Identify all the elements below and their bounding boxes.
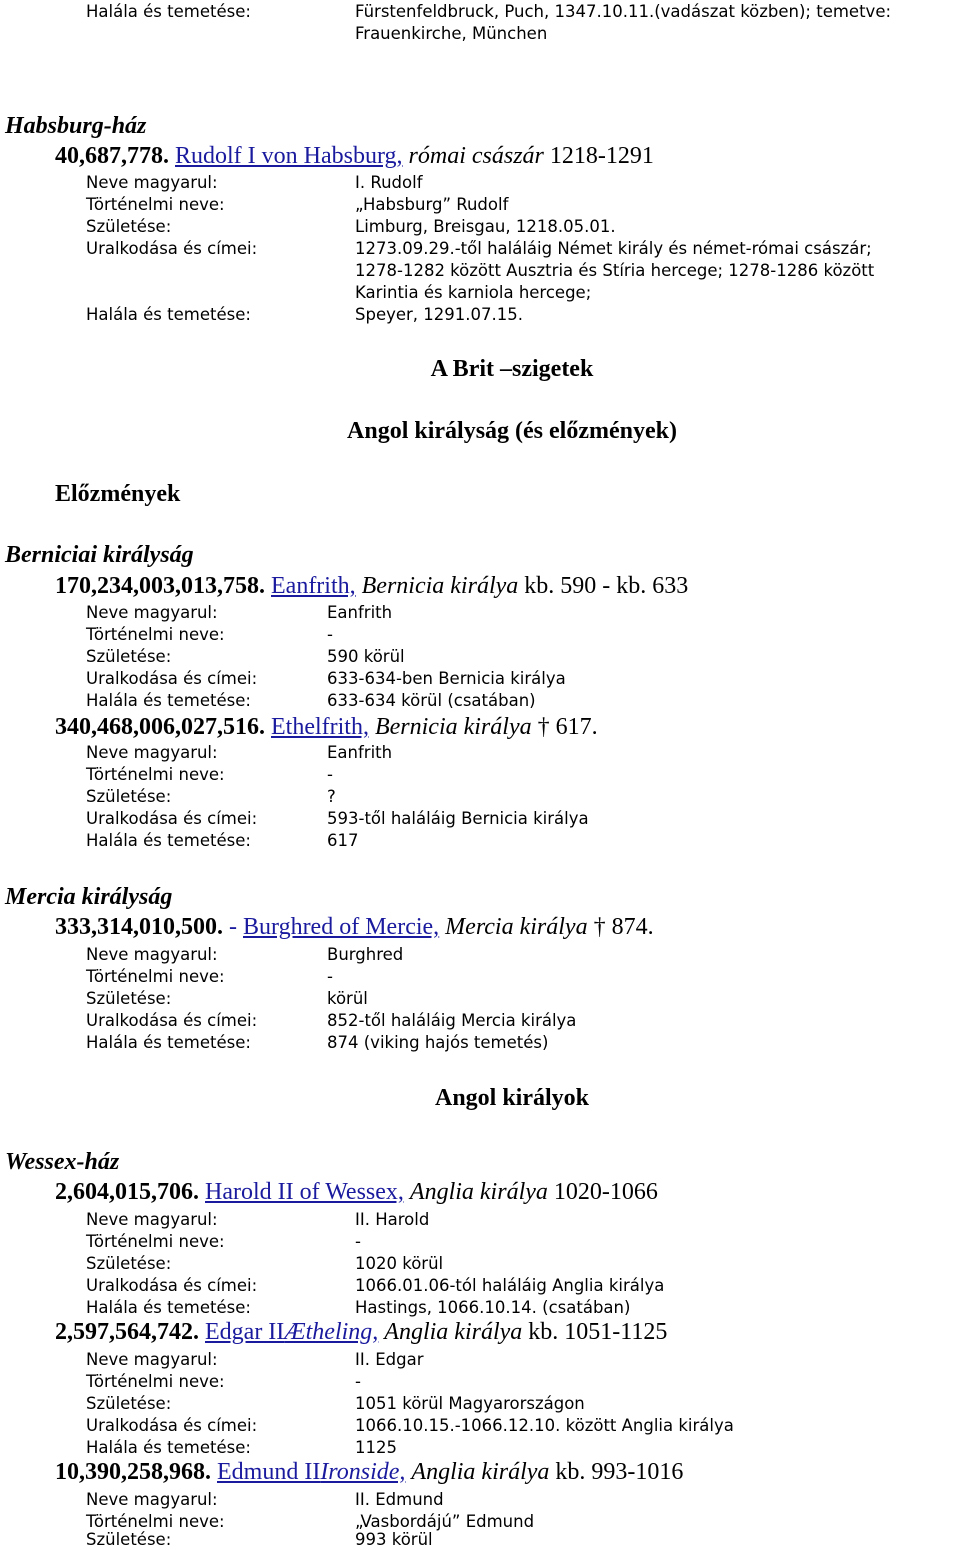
neve-value: I. Rudolf <box>355 173 423 192</box>
neve-value: II. Edgar <box>355 1350 424 1369</box>
szuletese-label: Születése: <box>86 787 172 806</box>
section-heading-brit: A Brit –szigetek <box>430 356 594 382</box>
entry-name-link[interactable]: Eanfrith, <box>271 573 356 599</box>
entry-name-link[interactable]: Edmund II <box>217 1459 321 1485</box>
halala-label: Halála és temetése: <box>86 1298 251 1317</box>
entry-rudolf <box>55 143 654 170</box>
halala-value-cont: Frauenkirche, München <box>355 24 548 43</box>
uralkodasa-value: 1066.01.06-tól haláláig Anglia királya <box>355 1276 665 1295</box>
uralkodasa-label: Uralkodása és címei: <box>86 669 258 688</box>
house-heading-habsburg: Habsburg-ház <box>5 113 147 139</box>
entry-dates: kb. 1051-1125 <box>528 1319 668 1345</box>
neve-label: Neve magyarul: <box>86 743 218 762</box>
entry-title: Anglia királya <box>411 1459 550 1485</box>
house-heading-bernicia: Berniciai királyság <box>5 542 194 568</box>
uralkodasa-value: 633-634-ben Bernicia királya <box>327 669 566 688</box>
szuletese-label: Születése: <box>86 1254 172 1273</box>
tortneve-value: „Habsburg” Rudolf <box>355 195 509 214</box>
szuletese-label: Születése: <box>86 1530 172 1549</box>
neve-label: Neve magyarul: <box>86 1490 218 1509</box>
section-heading-elozmenyek: Előzmények <box>55 481 181 507</box>
szuletese-value: Limburg, Breisgau, 1218.05.01. <box>355 217 616 236</box>
entry-name-link[interactable]: Burghred of Mercie, <box>243 914 440 940</box>
uralkodasa-value: 1066.10.15.-1066.12.10. között Anglia királya <box>355 1416 734 1435</box>
tortneve-label: Történelmi neve: <box>86 625 225 644</box>
uralkodasa-label: Uralkodása és címei: <box>86 239 258 258</box>
entry-title: Bernicia királya <box>361 573 519 599</box>
entry-name-link[interactable]: Rudolf I von Habsburg, <box>175 143 403 169</box>
entry-title: Bernicia királya <box>374 714 532 740</box>
tortneve-value: - <box>327 967 333 986</box>
entry-eanfrith <box>55 573 688 600</box>
uralkodasa-label: Uralkodása és címei: <box>86 809 258 828</box>
szuletese-value: 1051 körül Magyarországon <box>355 1394 585 1413</box>
entry-burghred <box>55 914 654 941</box>
szuletese-label: Születése: <box>86 647 172 666</box>
uralkodasa-value: 1273.09.29.-től haláláig Német király és német-római császár; <box>355 239 872 258</box>
neve-value: II. Harold <box>355 1210 430 1229</box>
tortneve-label: Történelmi neve: <box>86 1372 225 1391</box>
tortneve-label: Történelmi neve: <box>86 967 225 986</box>
entry-dates: † 874. <box>593 914 654 940</box>
tortneve-value: - <box>355 1232 361 1251</box>
entry-edgar <box>55 1319 667 1346</box>
szuletese-label: Születése: <box>86 217 172 236</box>
tortneve-label: Történelmi neve: <box>86 1512 225 1531</box>
neve-label: Neve magyarul: <box>86 945 218 964</box>
entry-number: 333,314,010,500. <box>55 914 223 940</box>
entry-number: 10,390,258,968. <box>55 1459 211 1485</box>
entry-number: 2,597,564,742. <box>55 1319 199 1345</box>
tortneve-value: „Vasbordájú” Edmund <box>355 1512 535 1531</box>
halala-label: Halála és temetése: <box>86 305 251 324</box>
entry-title: Anglia királya <box>409 1179 548 1205</box>
uralkodasa-value: 852-től haláláig Mercia királya <box>327 1011 577 1030</box>
neve-label: Neve magyarul: <box>86 173 218 192</box>
entry-title: római császár <box>408 143 544 169</box>
szuletese-value: körül <box>327 989 368 1008</box>
house-heading-mercia: Mercia királyság <box>5 884 173 910</box>
halala-label: Halála és temetése: <box>86 1033 251 1052</box>
halala-value: 874 (viking hajós temetés) <box>327 1033 549 1052</box>
entry-dates: kb. 993-1016 <box>555 1459 684 1485</box>
uralkodasa-label: Uralkodása és címei: <box>86 1011 258 1030</box>
halala-value: 633-634 körül (csatában) <box>327 691 536 710</box>
halala-value: 1125 <box>355 1438 397 1457</box>
uralkodasa-value-cont2: Karintia és karniola hercege; <box>355 283 592 302</box>
halala-value: Fürstenfeldbruck, Puch, 1347.10.11.(vadászat közben); temetve: <box>355 2 892 21</box>
entry-number: 2,604,015,706. <box>55 1179 199 1205</box>
halala-label: Halála és temetése: <box>86 691 251 710</box>
uralkodasa-label: Uralkodása és címei: <box>86 1276 258 1295</box>
szuletese-value: 1020 körül <box>355 1254 444 1273</box>
uralkodasa-value-cont: 1278-1282 között Ausztria és Stíria hercege; 1278-1286 között <box>355 261 875 280</box>
entry-name-link-cont[interactable]: Ætheling, <box>284 1319 379 1345</box>
uralkodasa-value: 593-től haláláig Bernicia királya <box>327 809 589 828</box>
entry-name-link-cont[interactable]: Ironside, <box>320 1459 406 1485</box>
section-heading-angol-kiralyok: Angol királyok <box>434 1085 590 1111</box>
entry-harold <box>55 1179 658 1206</box>
entry-ethelfrith <box>55 714 598 741</box>
entry-dates: 1218-1291 <box>549 143 654 169</box>
szuletese-value: 590 körül <box>327 647 405 666</box>
section-heading-angol: Angol királyság (és előzmények) <box>347 418 677 444</box>
szuletese-label: Születése: <box>86 989 172 1008</box>
tortneve-label: Történelmi neve: <box>86 195 225 214</box>
tortneve-label: Történelmi neve: <box>86 765 225 784</box>
tortneve-value: - <box>327 765 333 784</box>
neve-label: Neve magyarul: <box>86 603 218 622</box>
entry-name-link[interactable]: Harold II of Wessex, <box>205 1179 404 1205</box>
uralkodasa-label: Uralkodása és címei: <box>86 1416 258 1435</box>
entry-number: 40,687,778. <box>55 143 169 169</box>
neve-label: Neve magyarul: <box>86 1210 218 1229</box>
halala-label: Halála és temetése: <box>86 2 251 21</box>
entry-title: Anglia királya <box>384 1319 523 1345</box>
entry-dates: † 617. <box>537 714 598 740</box>
halala-value: Hastings, 1066.10.14. (csatában) <box>355 1298 631 1317</box>
entry-title: Mercia királya <box>445 914 588 940</box>
halala-value: 617 <box>327 831 359 850</box>
halala-label: Halála és temetése: <box>86 831 251 850</box>
entry-name-link[interactable]: Ethelfrith, <box>271 714 369 740</box>
entry-number: 170,234,003,013,758. <box>55 573 265 599</box>
entry-edmund <box>55 1459 683 1486</box>
szuletese-value: ? <box>327 787 336 806</box>
tortneve-value: - <box>327 625 333 644</box>
neve-value: Eanfrith <box>327 743 393 762</box>
halala-label: Halála és temetése: <box>86 1438 251 1457</box>
neve-value: II. Edmund <box>355 1490 444 1509</box>
neve-value: Eanfrith <box>327 603 393 622</box>
entry-dates: kb. 590 - kb. 633 <box>524 573 689 599</box>
entry-name-link[interactable]: Edgar II <box>205 1319 285 1345</box>
szuletese-label: Születése: <box>86 1394 172 1413</box>
house-heading-wessex: Wessex-ház <box>5 1149 120 1175</box>
entry-dates: 1020-1066 <box>553 1179 658 1205</box>
neve-value: Burghred <box>327 945 404 964</box>
tortneve-value: - <box>355 1372 361 1391</box>
halala-value: Speyer, 1291.07.15. <box>355 305 524 324</box>
tortneve-label: Történelmi neve: <box>86 1232 225 1251</box>
entry-number: 340,468,006,027,516. <box>55 714 265 740</box>
szuletese-value: 993 körül <box>355 1530 433 1549</box>
entry-dash: - <box>229 914 237 940</box>
neve-label: Neve magyarul: <box>86 1350 218 1369</box>
